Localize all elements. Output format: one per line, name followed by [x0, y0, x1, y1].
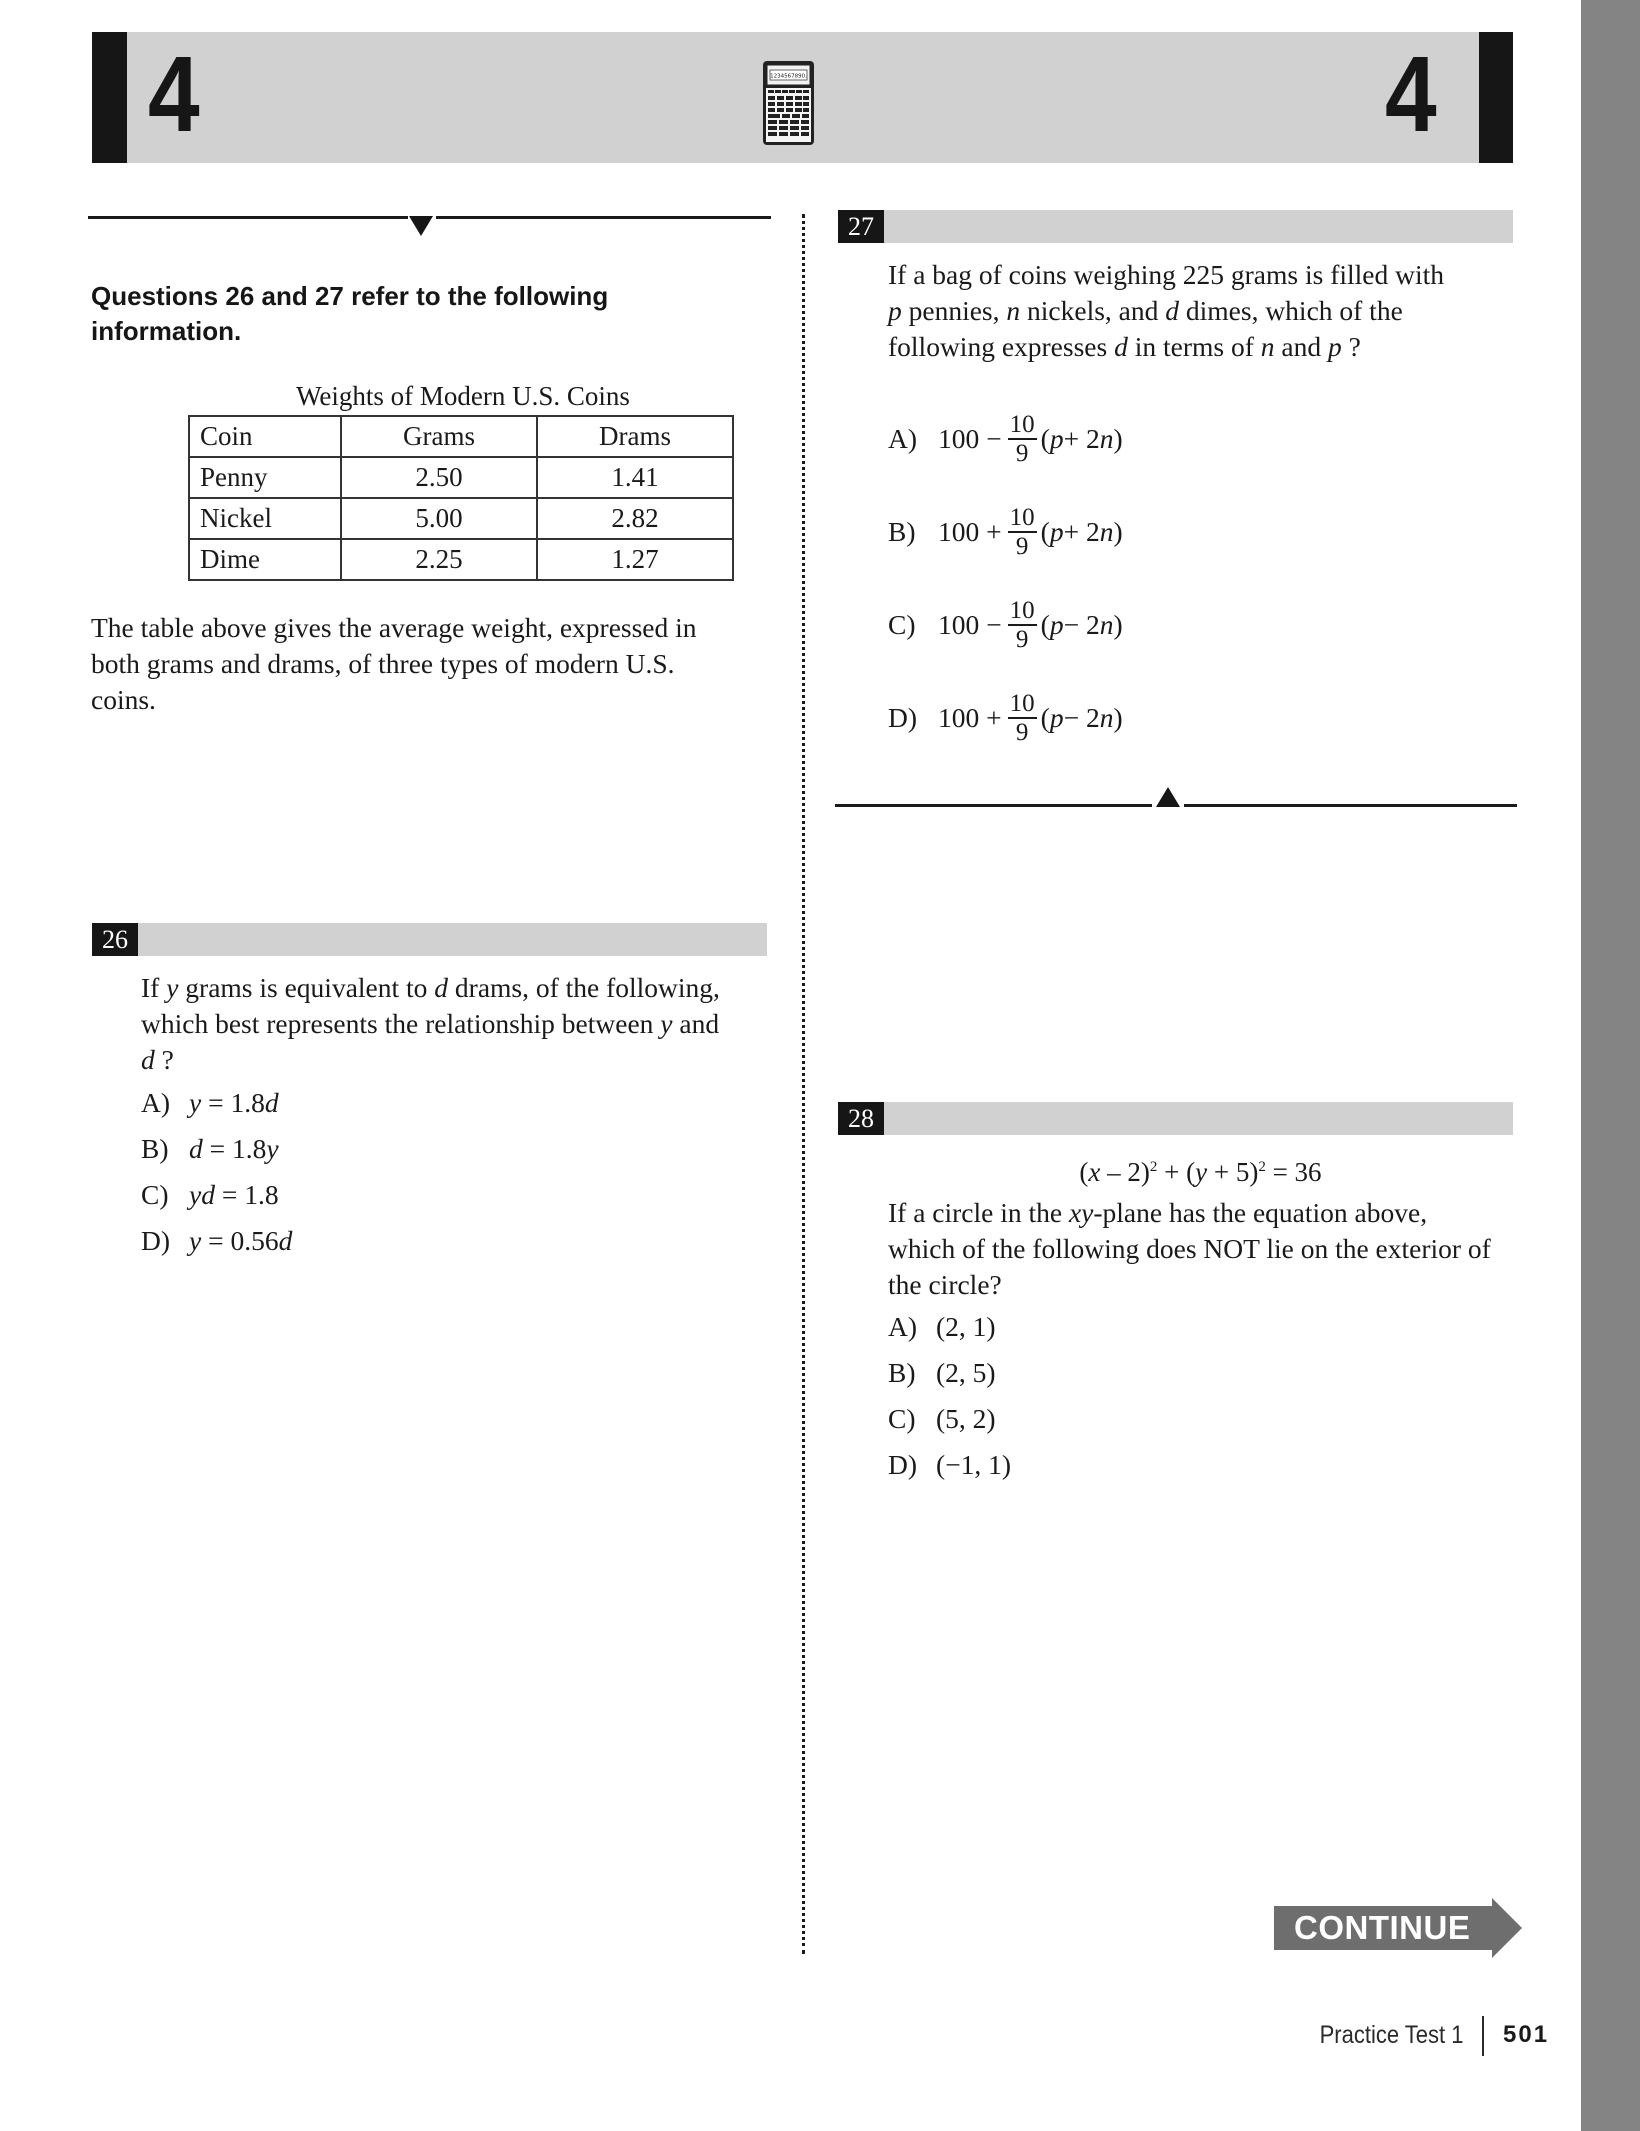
stem-line: p pennies, n nickels, and d dimes, which of the: [888, 295, 1403, 326]
table-cell: Penny: [189, 457, 341, 498]
triangle-down-icon: [409, 216, 433, 236]
fraction: $\frac{10}{9}$: [1009, 504, 1035, 560]
coin-weights-table: [188, 415, 734, 581]
svg-text:1234567890.: 1234567890.: [770, 73, 807, 80]
answer-option-a[interactable]: A) y = 1.8d: [141, 1087, 279, 1118]
section-number-left: 4: [148, 33, 198, 154]
question-27-options: [888, 404, 1123, 753]
stem-line: If a bag of coins weighing 225 grams is filled with: [888, 259, 1445, 290]
answer-option-b[interactable]: B) d = 1.8y: [141, 1133, 279, 1164]
circle-equation: $(x - 2)^2 + (y + 5)^2 = 36$: [1079, 1157, 1322, 1187]
stem-line: If y grams is equivalent to d drams, of the following,: [141, 972, 720, 1003]
stem-line: following expresses d in terms of n and p ?: [888, 331, 1361, 362]
table-cell: 5.00: [341, 498, 537, 539]
calculator-icon: [762, 60, 815, 146]
section-bar-left: [92, 32, 127, 163]
footer-title: Practice Test 1: [1320, 2021, 1464, 2049]
fraction: $\frac{10}{9}$: [1009, 411, 1035, 467]
stem-line: which of the following does NOT lie on the exterior of: [888, 1233, 1491, 1264]
question-27-header: [838, 210, 1513, 243]
fraction: $\frac{10}{9}$: [1009, 690, 1035, 746]
table-row: [189, 498, 733, 539]
question-28-stem: [888, 1195, 1491, 1303]
divider-rule-right: [1184, 804, 1517, 807]
table-row: [189, 457, 733, 498]
answer-option-c[interactable]: C) yd = 1.8: [141, 1179, 279, 1210]
fraction: $\frac{10}{9}$: [1009, 597, 1035, 653]
table-cell: 2.50: [341, 457, 537, 498]
divider-rule-left: [835, 804, 1152, 807]
question-28-header: [838, 1102, 1513, 1135]
divider-rule-left: [88, 216, 408, 219]
table-cell: Dime: [189, 539, 341, 580]
table-header: Drams: [537, 416, 733, 457]
question-26-options: [141, 1086, 292, 1270]
answer-option-c[interactable]: C) (5, 2): [888, 1403, 996, 1434]
table-cell: Nickel: [189, 498, 341, 539]
question-26-stem: [141, 970, 720, 1078]
table-cell: 2.82: [537, 498, 733, 539]
answer-option-b[interactable]: B) 100 + $\frac{10}{9}$ ( p + 2 n ): [888, 504, 1123, 560]
question-26-header: [92, 923, 767, 956]
paragraph-line: The table above gives the average weight, expressed in: [91, 612, 697, 643]
question-28-options: [888, 1310, 1011, 1494]
question-number: 28: [838, 1102, 884, 1135]
paragraph-line: coins.: [91, 684, 156, 715]
triangle-up-icon: [1156, 787, 1180, 807]
intro-line: information.: [91, 316, 242, 346]
table-cell: 1.41: [537, 457, 733, 498]
section-bar-right: [1479, 32, 1513, 163]
table-row: [189, 539, 733, 580]
table-cell: 2.25: [341, 539, 537, 580]
question-number: 27: [838, 210, 884, 243]
footer-separator: [1482, 2016, 1484, 2056]
table-header: Coin: [189, 416, 341, 457]
answer-option-a[interactable]: A) 100 − $\frac{10}{9}$ ( p + 2 n ): [888, 411, 1123, 467]
column-divider: [802, 214, 805, 1954]
page-number: 501: [1503, 2021, 1550, 2048]
divider-rule-right: [436, 216, 771, 219]
intro-line: Questions 26 and 27 refer to the following: [91, 281, 609, 311]
intro-heading: [91, 279, 608, 349]
table-description: [91, 610, 697, 718]
section-number-right: 4: [1385, 33, 1435, 154]
question-27-stem: [888, 257, 1444, 365]
table-caption: Weights of Modern U.S. Coins: [296, 381, 630, 411]
answer-option-d[interactable]: D) 100 + $\frac{10}{9}$ ( p − 2 n ): [888, 690, 1123, 746]
answer-option-d[interactable]: D) (−1, 1): [888, 1449, 1012, 1480]
question-number: 26: [92, 923, 138, 956]
stem-line: the circle?: [888, 1269, 1002, 1300]
stem-line: d ?: [141, 1044, 174, 1075]
page-edge: [1581, 0, 1640, 2131]
continue-label: CONTINUE: [1294, 1909, 1471, 1946]
answer-option-b[interactable]: B) (2, 5): [888, 1357, 996, 1388]
answer-option-d[interactable]: D) y = 0.56d: [141, 1225, 293, 1256]
answer-option-a[interactable]: A) (2, 1): [888, 1311, 996, 1342]
table-header-row: [189, 416, 733, 457]
stem-line: which best represents the relationship between y and: [141, 1008, 720, 1039]
table-cell: 1.27: [537, 539, 733, 580]
answer-option-c[interactable]: C) 100 − $\frac{10}{9}$ ( p − 2 n ): [888, 597, 1123, 653]
stem-line: If a circle in the xy-plane has the equation above,: [888, 1197, 1428, 1228]
table-header: Grams: [341, 416, 537, 457]
paragraph-line: both grams and drams, of three types of modern U.S.: [91, 648, 675, 679]
